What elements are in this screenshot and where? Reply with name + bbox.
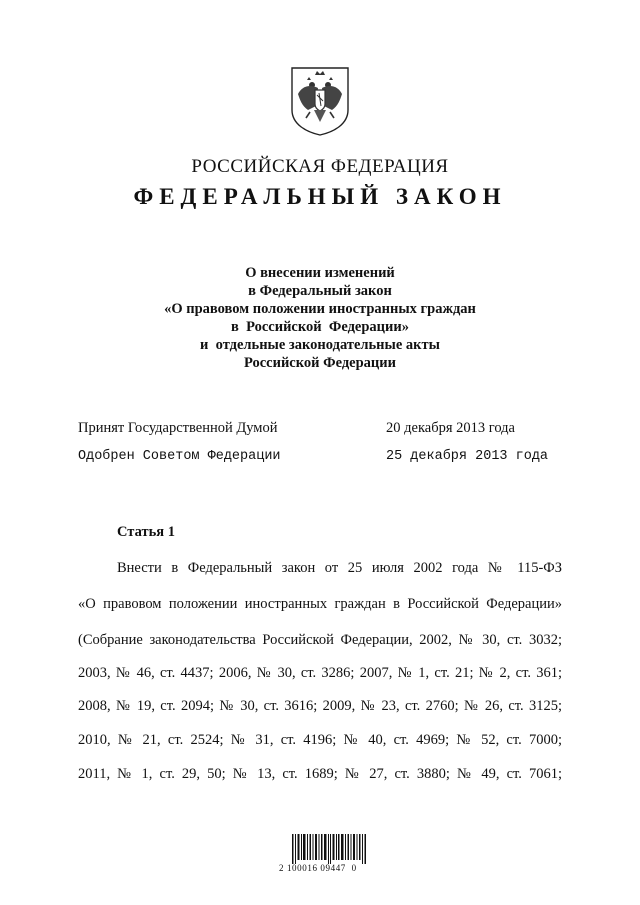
barcode-icon <box>292 834 366 864</box>
council-approval-date: 25 декабря 2013 года <box>386 449 549 464</box>
article-heading: Статья 1 <box>117 524 175 540</box>
title-line: в Российской Федерации» <box>231 319 409 335</box>
duma-adoption-date: 20 декабря 2013 года <box>386 420 515 436</box>
title-line: «О правовом положении иностранных граждан <box>164 301 476 317</box>
law-title <box>0 264 640 372</box>
title-line: О внесении изменений <box>245 265 395 281</box>
council-approval-label: Одобрен Советом Федерации <box>78 449 281 464</box>
barcode-number: 2 100016 09447 0 <box>279 863 357 873</box>
article-text-line: (Собрание законодательства Российской Федерации, 2002, № 30, ст. 3032; <box>78 632 562 648</box>
article-text-line: 2010, № 21, ст. 2524; № 31, ст. 4196; № 40, ст. 4969; № 52, ст. 7000; <box>78 732 562 748</box>
article-text-line: Внести в Федеральный закон от 25 июля 2002 года № 115-ФЗ <box>117 560 562 576</box>
title-line: и отдельные законодательные акты <box>200 337 440 353</box>
country-name: РОССИЙСКАЯ ФЕДЕРАЦИЯ <box>191 156 449 177</box>
title-line: Российской Федерации <box>243 355 396 371</box>
article-text-line: 2008, № 19, ст. 2094; № 30, ст. 3616; 2009, № 23, ст. 2760; № 26, ст. 3125; <box>78 698 562 714</box>
article-text-line: 2011, № 1, ст. 29, 50; № 13, ст. 1689; № 27, ст. 3880; № 49, ст. 7061; <box>78 766 562 782</box>
duma-adoption-label: Принят Государственной Думой <box>78 420 278 436</box>
document-type: ФЕДЕРАЛЬНЫЙ ЗАКОН <box>133 184 507 209</box>
title-line: в Федеральный закон <box>248 283 392 299</box>
russian-coat-of-arms-icon <box>288 66 352 136</box>
article-text-line: 2003, № 46, ст. 4437; 2006, № 30, ст. 3286; 2007, № 1, ст. 21; № 2, ст. 361; <box>78 665 562 681</box>
article-text-line: «О правовом положении иностранных граждан в Российской Федерации» <box>78 596 562 612</box>
